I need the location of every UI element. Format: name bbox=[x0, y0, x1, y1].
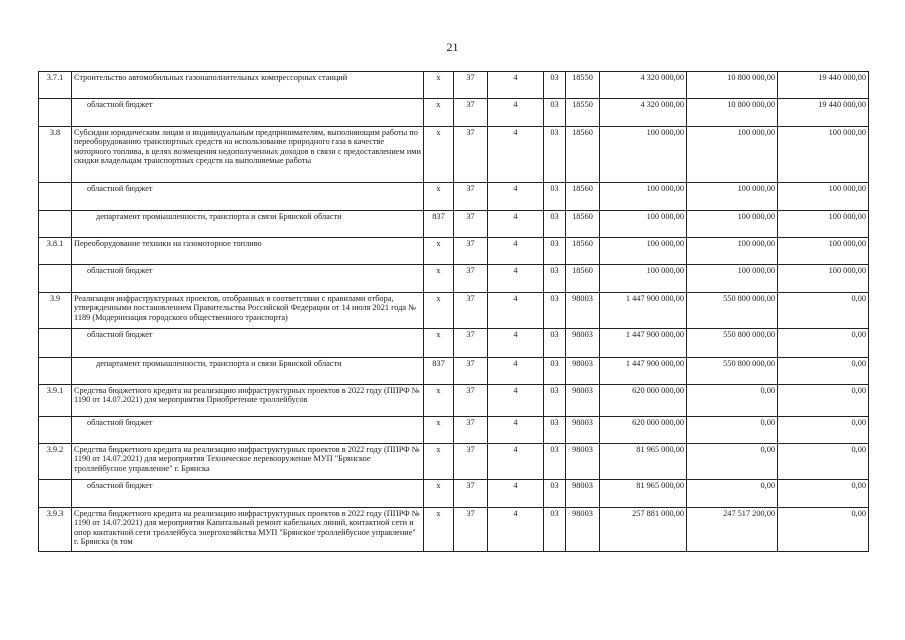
table-row bbox=[39, 99, 869, 127]
row-description: областной бюджет bbox=[72, 329, 424, 358]
row-code-2: 4 bbox=[488, 329, 544, 358]
row-code-2: 4 bbox=[488, 99, 544, 127]
row-number: 3.7.1 bbox=[39, 72, 72, 99]
row-amount-2: 550 800 000,00 bbox=[687, 293, 778, 329]
row-description: департамент промышленности, транспорта и связи Брянской области bbox=[72, 211, 424, 238]
row-amount-2: 100 000,00 bbox=[687, 183, 778, 211]
row-amount-3: 0,00 bbox=[778, 444, 869, 480]
row-code-3: 03 bbox=[544, 293, 566, 329]
row-code-3: 03 bbox=[544, 265, 566, 293]
table-row bbox=[39, 127, 869, 183]
row-code-4: 18550 bbox=[566, 99, 600, 127]
row-amount-3: 0,00 bbox=[778, 417, 869, 444]
row-description: Средства бюджетного кредита на реализацию инфраструктурных проектов в 2022 году (ППРФ № 1190 от 14.07.2021) для мероприятия Капитальный ремонт кабельных линий, контактной сети и опор контактной сети троллейбуса энергохозяйства МУП "Брянское троллейбусное управление" г. Брянска (в том bbox=[72, 508, 424, 552]
row-code-4: 18550 bbox=[566, 72, 600, 99]
row-code-3: 03 bbox=[544, 72, 566, 99]
row-admin-code: 837 bbox=[424, 358, 454, 385]
row-amount-3: 19 440 000,00 bbox=[778, 99, 869, 127]
row-amount-3: 19 440 000,00 bbox=[778, 72, 869, 99]
row-amount-1: 81 965 000,00 bbox=[600, 480, 687, 508]
table-row bbox=[39, 385, 869, 417]
row-description: областной бюджет bbox=[72, 99, 424, 127]
row-amount-1: 4 320 000,00 bbox=[600, 72, 687, 99]
table-row bbox=[39, 265, 869, 293]
row-code-3: 03 bbox=[544, 417, 566, 444]
row-code-2: 4 bbox=[488, 72, 544, 99]
row-code-1: 37 bbox=[454, 444, 488, 480]
row-code-4: 98003 bbox=[566, 480, 600, 508]
row-code-4: 98003 bbox=[566, 417, 600, 444]
row-description: областной бюджет bbox=[72, 417, 424, 444]
row-amount-3: 100 000,00 bbox=[778, 127, 869, 183]
row-code-3: 03 bbox=[544, 444, 566, 480]
row-code-1: 37 bbox=[454, 127, 488, 183]
row-description: областной бюджет bbox=[72, 183, 424, 211]
row-admin-code: x bbox=[424, 293, 454, 329]
row-code-3: 03 bbox=[544, 211, 566, 238]
row-number bbox=[39, 99, 72, 127]
row-code-4: 18560 bbox=[566, 265, 600, 293]
row-amount-3: 0,00 bbox=[778, 329, 869, 358]
row-code-2: 4 bbox=[488, 211, 544, 238]
row-admin-code: 837 bbox=[424, 211, 454, 238]
table-row bbox=[39, 508, 869, 552]
row-amount-2: 100 000,00 bbox=[687, 127, 778, 183]
row-code-4: 98003 bbox=[566, 385, 600, 417]
row-amount-2: 550 800 000,00 bbox=[687, 329, 778, 358]
table-row bbox=[39, 211, 869, 238]
row-number: 3.9.2 bbox=[39, 444, 72, 480]
page-number: 21 bbox=[446, 40, 459, 54]
row-amount-3: 100 000,00 bbox=[778, 265, 869, 293]
table-row bbox=[39, 444, 869, 480]
row-code-1: 37 bbox=[454, 508, 488, 552]
row-description: Переоборудование техники на газомоторное топливо bbox=[72, 238, 424, 265]
row-amount-2: 550 800 000,00 bbox=[687, 358, 778, 385]
row-code-3: 03 bbox=[544, 183, 566, 211]
row-number: 3.9.3 bbox=[39, 508, 72, 552]
budget-table bbox=[38, 71, 869, 552]
row-amount-1: 620 000 000,00 bbox=[600, 385, 687, 417]
row-code-1: 37 bbox=[454, 238, 488, 265]
row-amount-2: 100 000,00 bbox=[687, 238, 778, 265]
row-code-4: 98003 bbox=[566, 508, 600, 552]
row-amount-1: 4 320 000,00 bbox=[600, 99, 687, 127]
row-code-2: 4 bbox=[488, 385, 544, 417]
row-code-2: 4 bbox=[488, 238, 544, 265]
row-code-3: 03 bbox=[544, 358, 566, 385]
row-code-4: 18560 bbox=[566, 183, 600, 211]
row-code-4: 98003 bbox=[566, 293, 600, 329]
row-code-3: 03 bbox=[544, 329, 566, 358]
row-description: Средства бюджетного кредита на реализацию инфраструктурных проектов в 2022 году (ППРФ № 1190 от 14.07.2021) для мероприятия Приобретение троллейбусов bbox=[72, 385, 424, 417]
table-row bbox=[39, 293, 869, 329]
row-code-2: 4 bbox=[488, 127, 544, 183]
row-code-4: 18560 bbox=[566, 127, 600, 183]
row-amount-3: 100 000,00 bbox=[778, 238, 869, 265]
row-admin-code: x bbox=[424, 329, 454, 358]
row-amount-3: 100 000,00 bbox=[778, 183, 869, 211]
row-amount-1: 257 881 000,00 bbox=[600, 508, 687, 552]
budget-table-body bbox=[39, 72, 869, 552]
row-admin-code: x bbox=[424, 183, 454, 211]
row-code-2: 4 bbox=[488, 508, 544, 552]
row-code-1: 37 bbox=[454, 480, 488, 508]
row-code-2: 4 bbox=[488, 358, 544, 385]
row-code-1: 37 bbox=[454, 265, 488, 293]
row-admin-code: x bbox=[424, 72, 454, 99]
table-row bbox=[39, 358, 869, 385]
row-amount-1: 1 447 900 000,00 bbox=[600, 329, 687, 358]
row-number: 3.8.1 bbox=[39, 238, 72, 265]
row-code-3: 03 bbox=[544, 385, 566, 417]
row-admin-code: x bbox=[424, 265, 454, 293]
row-amount-2: 10 800 000,00 bbox=[687, 99, 778, 127]
row-amount-1: 100 000,00 bbox=[600, 238, 687, 265]
row-amount-2: 0,00 bbox=[687, 385, 778, 417]
row-number bbox=[39, 211, 72, 238]
table-row bbox=[39, 238, 869, 265]
row-number bbox=[39, 480, 72, 508]
row-code-4: 18560 bbox=[566, 238, 600, 265]
row-code-2: 4 bbox=[488, 265, 544, 293]
row-code-1: 37 bbox=[454, 99, 488, 127]
row-amount-3: 0,00 bbox=[778, 480, 869, 508]
row-amount-2: 0,00 bbox=[687, 417, 778, 444]
row-code-1: 37 bbox=[454, 293, 488, 329]
row-description: областной бюджет bbox=[72, 265, 424, 293]
row-code-1: 37 bbox=[454, 211, 488, 238]
row-amount-2: 247 517 200,00 bbox=[687, 508, 778, 552]
row-admin-code: x bbox=[424, 480, 454, 508]
row-amount-1: 100 000,00 bbox=[600, 127, 687, 183]
row-amount-2: 0,00 bbox=[687, 480, 778, 508]
row-code-3: 03 bbox=[544, 127, 566, 183]
row-code-1: 37 bbox=[454, 385, 488, 417]
row-number: 3.8 bbox=[39, 127, 72, 183]
row-description: департамент промышленности, транспорта и связи Брянской области bbox=[72, 358, 424, 385]
row-amount-2: 10 800 000,00 bbox=[687, 72, 778, 99]
row-amount-1: 1 447 900 000,00 bbox=[600, 358, 687, 385]
row-admin-code: x bbox=[424, 444, 454, 480]
table-row bbox=[39, 480, 869, 508]
row-code-3: 03 bbox=[544, 480, 566, 508]
row-code-2: 4 bbox=[488, 183, 544, 211]
row-description: Средства бюджетного кредита на реализацию инфраструктурных проектов в 2022 году (ППРФ № 1190 от 14.07.2021) для мероприятия Техническое перевооружение МУП "Брянское троллейбусное управление" г. Брянска bbox=[72, 444, 424, 480]
row-admin-code: x bbox=[424, 127, 454, 183]
row-code-2: 4 bbox=[488, 417, 544, 444]
row-admin-code: x bbox=[424, 238, 454, 265]
row-amount-2: 0,00 bbox=[687, 444, 778, 480]
table-row bbox=[39, 72, 869, 99]
row-code-4: 98003 bbox=[566, 444, 600, 480]
table-row bbox=[39, 183, 869, 211]
row-number bbox=[39, 329, 72, 358]
row-code-2: 4 bbox=[488, 444, 544, 480]
row-amount-3: 0,00 bbox=[778, 293, 869, 329]
row-number bbox=[39, 265, 72, 293]
row-code-1: 37 bbox=[454, 358, 488, 385]
row-amount-3: 0,00 bbox=[778, 385, 869, 417]
row-amount-1: 81 965 000,00 bbox=[600, 444, 687, 480]
row-admin-code: x bbox=[424, 99, 454, 127]
row-code-1: 37 bbox=[454, 183, 488, 211]
row-code-1: 37 bbox=[454, 417, 488, 444]
row-description: областной бюджет bbox=[72, 480, 424, 508]
row-amount-3: 100 000,00 bbox=[778, 211, 869, 238]
row-description: Субсидии юридическим лицам и индивидуальным предпринимателям, выполняющим работы по переоборудованию транспортных средств на использование природного газа в качестве моторного топлива, в целях возмещения недополученных доходов в связи с предоставлением ими скидки владельцам транспортных средств на выполняемые работы bbox=[72, 127, 424, 183]
row-amount-1: 1 447 900 000,00 bbox=[600, 293, 687, 329]
row-number: 3.9 bbox=[39, 293, 72, 329]
row-code-2: 4 bbox=[488, 293, 544, 329]
row-amount-2: 100 000,00 bbox=[687, 265, 778, 293]
row-description: Строительство автомобильных газонаполнительных компрессорных станций bbox=[72, 72, 424, 99]
row-code-2: 4 bbox=[488, 480, 544, 508]
row-number bbox=[39, 183, 72, 211]
row-code-1: 37 bbox=[454, 329, 488, 358]
row-amount-2: 100 000,00 bbox=[687, 211, 778, 238]
table-row bbox=[39, 417, 869, 444]
table-row bbox=[39, 329, 869, 358]
row-code-3: 03 bbox=[544, 508, 566, 552]
row-amount-1: 100 000,00 bbox=[600, 211, 687, 238]
row-number: 3.9.1 bbox=[39, 385, 72, 417]
row-code-4: 98003 bbox=[566, 329, 600, 358]
row-amount-1: 100 000,00 bbox=[600, 183, 687, 211]
row-code-1: 37 bbox=[454, 72, 488, 99]
row-description: Реализация инфраструктурных проектов, отобранных в соответствии с правилами отбора, утвержденными постановлением Правительства Российской Федерации от 14 июля 2021 года № 1189 (Модернизация городского общественного транспорта) bbox=[72, 293, 424, 329]
row-number bbox=[39, 358, 72, 385]
row-amount-3: 0,00 bbox=[778, 358, 869, 385]
row-code-4: 18560 bbox=[566, 211, 600, 238]
row-admin-code: x bbox=[424, 385, 454, 417]
row-code-4: 98003 bbox=[566, 358, 600, 385]
row-amount-1: 100 000,00 bbox=[600, 265, 687, 293]
row-number bbox=[39, 417, 72, 444]
row-code-3: 03 bbox=[544, 99, 566, 127]
row-amount-1: 620 000 000,00 bbox=[600, 417, 687, 444]
row-amount-3: 0,00 bbox=[778, 508, 869, 552]
row-admin-code: x bbox=[424, 508, 454, 552]
row-code-3: 03 bbox=[544, 238, 566, 265]
row-admin-code: x bbox=[424, 417, 454, 444]
